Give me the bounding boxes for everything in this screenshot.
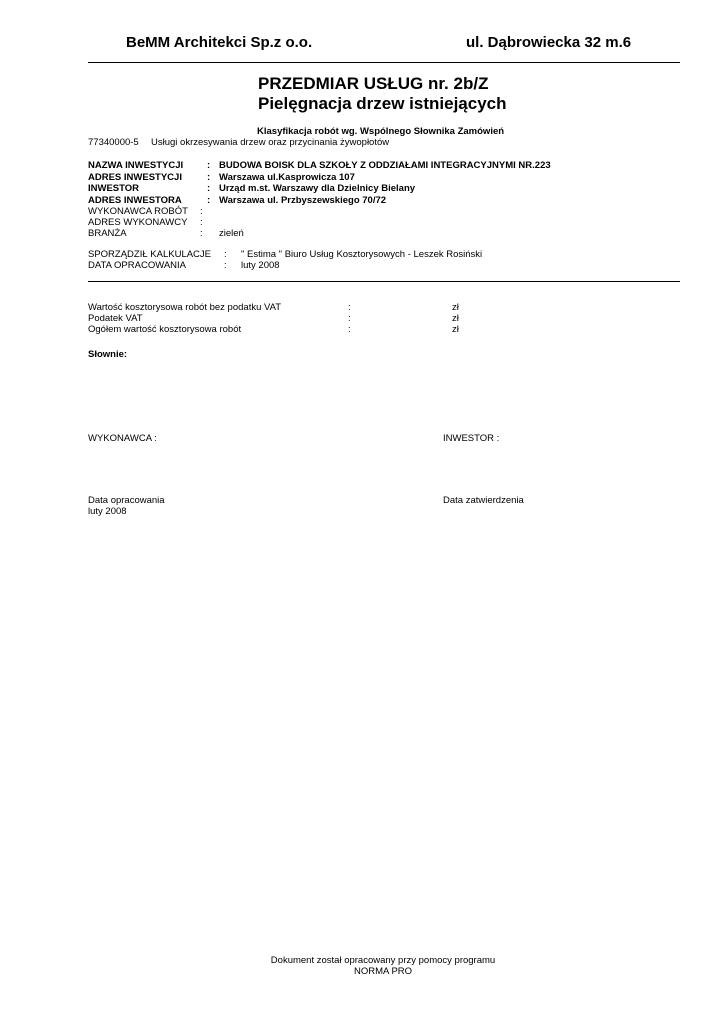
info-label: INWESTOR	[88, 183, 140, 194]
prepared-date-label: DATA OPRACOWANIA	[88, 260, 187, 271]
info-colon: :	[207, 160, 211, 171]
prepared-date-colon: :	[224, 260, 227, 271]
cost-label: Podatek VAT	[88, 313, 143, 324]
date-prepared-value: luty 2008	[88, 506, 127, 517]
info-value: BUDOWA BOISK DLA SZKOŁY Z ODDZIAŁAMI INTEGRACYJNYMI NR.223	[219, 160, 551, 171]
info-colon: :	[207, 195, 211, 206]
info-value: Warszawa ul.Kasprowicza 107	[219, 172, 355, 183]
investor-signature-label: INWESTOR :	[443, 433, 500, 444]
cost-colon: :	[348, 313, 351, 324]
prepared-by-label: SPORZĄDZIŁ KALKULACJE	[88, 249, 212, 260]
company-name: BeMM Architekci Sp.z o.o.	[126, 34, 313, 51]
info-label: BRANŻA	[88, 228, 127, 239]
info-value: Warszawa ul. Przbyszewskiego 70/72	[219, 195, 387, 206]
info-label: ADRES WYKONAWCY	[88, 217, 188, 228]
info-label: NAZWA INWESTYCJI	[88, 160, 184, 171]
company-address: ul. Dąbrowiecka 32 m.6	[466, 34, 632, 51]
info-label: ADRES INWESTORA	[88, 195, 182, 206]
cost-colon: :	[348, 324, 351, 335]
document-subtitle: Pielęgnacja drzew istniejących	[258, 94, 507, 113]
classification-code: 77340000-5	[88, 137, 139, 148]
info-colon: :	[207, 172, 211, 183]
footer-line-1: Dokument został opracowany przy pomocy programu	[270, 955, 496, 966]
cost-label: Ogółem wartość kosztorysowa robót	[88, 324, 242, 335]
info-label: WYKONAWCA ROBÓT	[88, 206, 188, 217]
prepared-by-colon: :	[224, 249, 227, 260]
classification-description: Usługi okrzesywania drzew oraz przycinania żywopłotów	[151, 137, 390, 148]
classification-heading: Klasyfikacja robót wg. Wspólnego Słownika Zamówień	[257, 126, 505, 137]
prepared-date-value: luty 2008	[241, 260, 280, 271]
cost-label: Wartość kosztorysowa robót bez podatku VAT	[88, 302, 282, 313]
header-divider	[88, 62, 680, 63]
cost-unit: zł	[452, 324, 459, 335]
cost-unit: zł	[452, 302, 459, 313]
section-divider	[88, 281, 680, 282]
info-colon: :	[200, 217, 203, 228]
info-colon: :	[200, 228, 203, 239]
cost-unit: zł	[452, 313, 459, 324]
prepared-by-value: " Estima " Biuro Usług Kosztorysowych - Leszek Rosiński	[241, 249, 483, 260]
contractor-signature-label: WYKONAWCA :	[88, 433, 157, 444]
info-colon: :	[200, 206, 203, 217]
amount-in-words-label: Słownie:	[88, 349, 128, 360]
document-title: PRZEDMIAR USŁUG nr. 2b/Z	[258, 74, 489, 93]
date-prepared-label: Data opracowania	[88, 495, 165, 506]
date-approved-label: Data zatwierdzenia	[443, 495, 524, 506]
info-value: Urząd m.st. Warszawy dla Dzielnicy Bielany	[219, 183, 416, 194]
info-colon: :	[207, 183, 211, 194]
info-value: zieleń	[219, 228, 244, 239]
cost-colon: :	[348, 302, 351, 313]
info-label: ADRES INWESTYCJI	[88, 172, 182, 183]
footer-line-2: NORMA PRO	[353, 966, 413, 977]
